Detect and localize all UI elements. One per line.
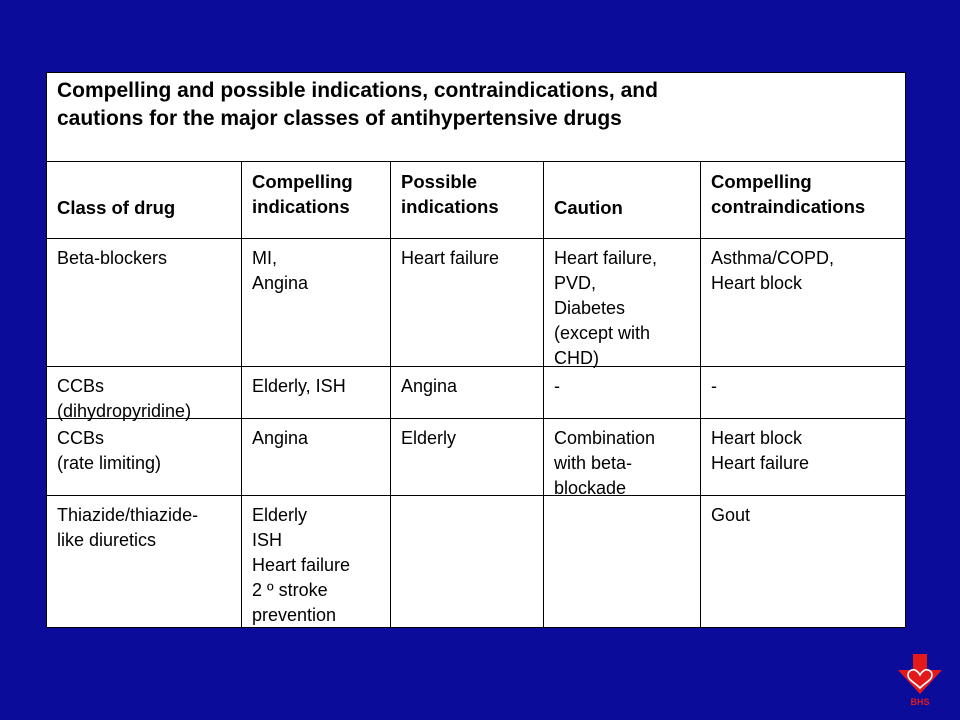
header-caution: Caution	[554, 197, 623, 218]
row-divider	[47, 366, 905, 367]
table-cell: Elderly	[401, 428, 457, 448]
header-compelling-indications: Compelling indications	[252, 171, 353, 217]
bhs-logo	[896, 654, 944, 708]
table-cell: Angina	[401, 376, 458, 396]
bhs-heart-arrow-icon	[896, 654, 944, 708]
header-class-of-drug: Class of drug	[57, 197, 176, 218]
row-divider	[47, 238, 905, 239]
slide-title-line-1: Compelling and possible indications, contraindications, and	[57, 79, 658, 102]
table-cell: CCBs (dihydropyridine)	[57, 376, 192, 421]
table-cell: -	[711, 376, 717, 396]
header-compelling-contraindications: Compelling contraindications	[711, 171, 866, 217]
table-cell: Elderly, ISH	[252, 376, 346, 396]
slide-title-line-2: cautions for the major classes of antihypertensive drugs	[57, 107, 622, 130]
table-cell: Beta-blockers	[57, 248, 168, 268]
table-cell: Elderly ISH Heart failure 2 º stroke prevention	[252, 505, 351, 625]
drug-table	[47, 161, 905, 627]
table-cell: Gout	[711, 505, 751, 525]
header-possible-indications: Possible indications	[401, 171, 499, 217]
table-cell: Combination with beta- blockade	[554, 428, 656, 498]
table-cell: Heart block Heart failure	[711, 428, 810, 473]
slide-title	[57, 77, 897, 133]
table-cell: Thiazide/thiazide- like diuretics	[57, 505, 199, 550]
table-cell: MI, Angina	[252, 248, 309, 293]
table-panel	[46, 72, 906, 628]
table-cell: Angina	[252, 428, 309, 448]
table-cell: CCBs (rate limiting)	[57, 428, 162, 473]
table-cell	[544, 499, 700, 503]
table-cell: -	[554, 376, 560, 396]
logo-label: BHS	[910, 697, 930, 707]
table-cell: Heart failure, PVD, Diabetes (except with CHD)	[554, 248, 658, 368]
table-cell: Heart failure	[401, 248, 500, 268]
table-cell: Asthma/COPD, Heart block	[711, 248, 835, 293]
row-divider	[47, 495, 905, 496]
table-cell	[391, 499, 543, 503]
